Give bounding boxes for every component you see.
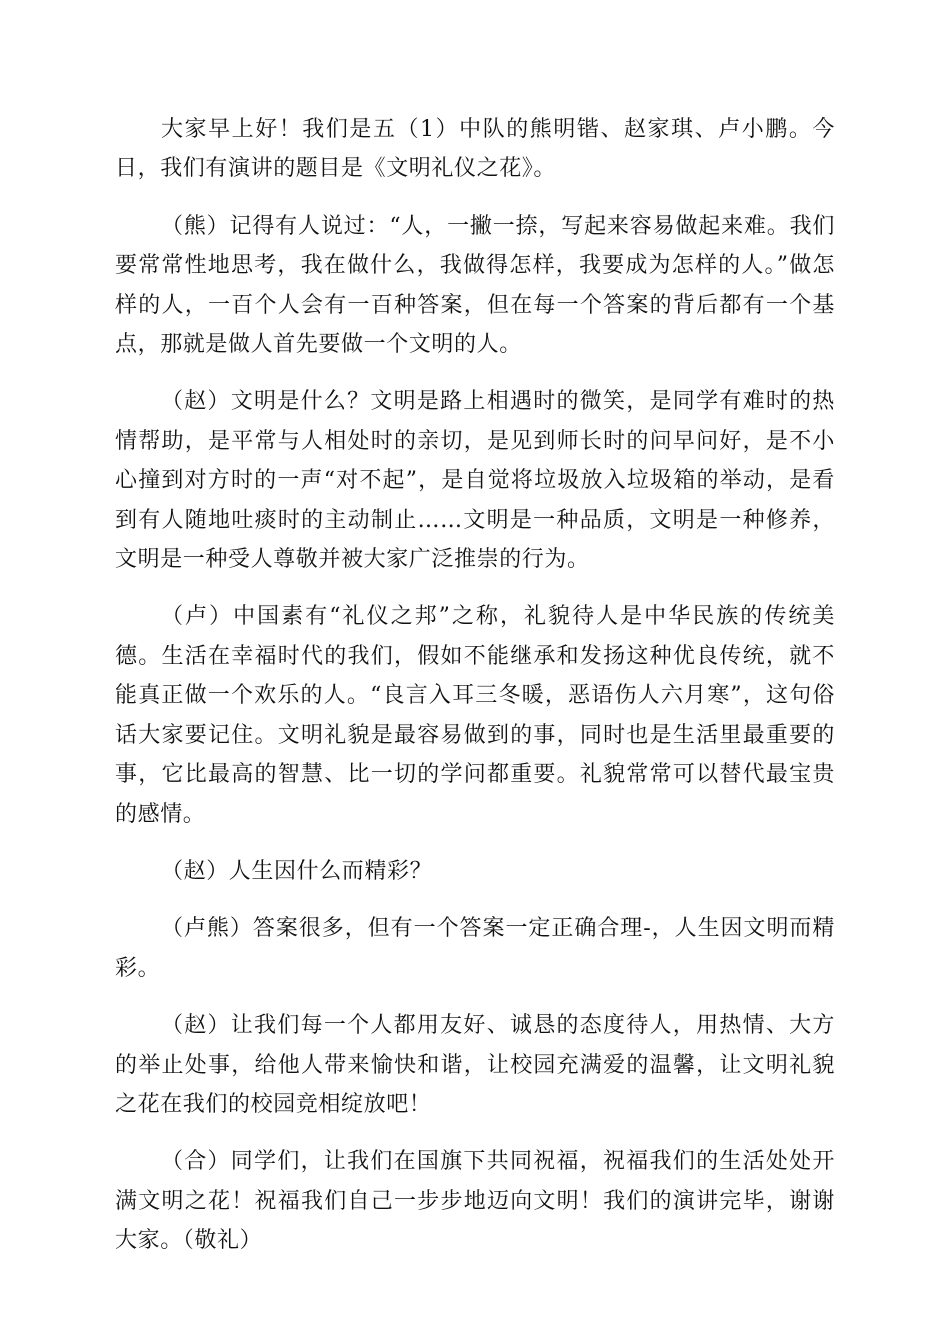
document-body: [115, 110, 835, 1279]
paragraph-lu-xiong-answer: （卢熊）答案很多，但有一个答案一定正确合理-，人生因文明而精彩。: [115, 916, 835, 981]
paragraph-xiong: （熊）记得有人说过：“人，一撇一捺，写起来容易做起来难。我们要常常性地思考，我在做什么，我做得怎样，我要成为怎样的人。”做怎样的人，一百个人会有一百种答案，但在每一个答案的背后都有一个基点，那就是做人首先要做一个文明的人。: [115, 213, 835, 358]
paragraph-closing: （合）同学们，让我们在国旗下共同祝福，祝福我们的生活处处开满文明之花！祝福我们自己一步步地迈向文明！我们的演讲完毕，谢谢大家。（敬礼）: [115, 1149, 835, 1254]
paragraph-zhao-call: （赵）让我们每一个人都用友好、诚恳的态度待人，用热情、大方的举止处事，给他人带来愉快和谐，让校园充满爱的温馨，让文明礼貌之花在我们的校园竞相绽放吧！: [115, 1013, 835, 1117]
paragraph-zhao-civilization: （赵）文明是什么？文明是路上相遇时的微笑，是同学有难时的热情帮助，是平常与人相处时的亲切，是见到师长时的问早问好，是不小心撞到对方时的一声“对不起”，是自觉将垃圾放入垃圾箱的举动，是看到有人随地吐痰时的主动制止……文明是一种品质，文明是一种修养，文明是一种受人尊敬并被大家广泛推崇的行为。: [115, 389, 835, 573]
paragraph-greeting: 大家早上好！我们是五（1）中队的熊明锴、赵家琪、卢小鹏。今日，我们有演讲的题目是《文明礼仪之花》。: [115, 117, 835, 182]
paragraph-lu: （卢）中国素有“礼仪之邦”之称，礼貌待人是中华民族的传统美德。生活在幸福时代的我们，假如不能继承和发扬这种优良传统，就不能真正做一个欢乐的人。“良言入耳三冬暖，恶语伤人六月寒”，这句俗话大家要记住。文明礼貌是最容易做到的事，同时也是生活里最重要的事，它比最高的智慧、比一切的学问都重要。礼貌常常可以替代最宝贵的感情。: [115, 604, 835, 827]
paragraph-zhao-question: （赵）人生因什么而精彩？: [161, 858, 433, 884]
